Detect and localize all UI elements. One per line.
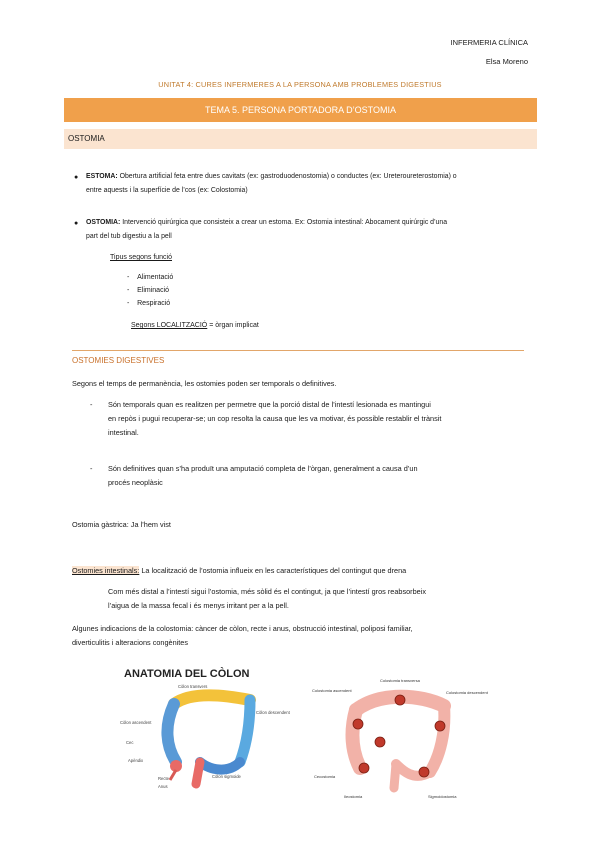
ostomy-locations-figure (310, 672, 500, 802)
bullet-dot-icon: ● (74, 174, 79, 181)
subject-label: INFERMERIA CLÍNICA (450, 38, 528, 47)
ostomia-term: OSTOMIA: (86, 219, 121, 226)
label-transvers: Còlon transvers (178, 684, 208, 689)
label-colostomia-ascendent: Colostomia ascendent (312, 688, 352, 693)
ostomia-definition (86, 216, 541, 244)
colon-anatomy-figure (100, 666, 290, 796)
label-colostomia-transversa: Colostomia transversa (380, 678, 420, 683)
localitzacio-line (131, 319, 259, 333)
label-colostomia-descendent: Colostomia descendent (446, 690, 488, 695)
indicacions-paragraph: Algunes indicacions de la colostomia: càncer de còlon, recte i anus, obstrucció intestinal, poliposi familiar, diverticulitis i alteracions congènites (72, 624, 413, 647)
tipus-list (127, 271, 173, 310)
dash-icon: - (90, 464, 93, 473)
label-anus: Anus (158, 784, 168, 789)
dash-icon: - (127, 287, 130, 294)
figure-title: ANATOMIA DEL CÒLON (124, 668, 250, 680)
label-cecostomia: Cecostomia (314, 774, 336, 779)
ostomy-locations-illustration (310, 672, 500, 802)
estoma-term: ESTOMA: (86, 173, 118, 180)
definitive-paragraph: Són definitives quan s’ha produït una amputació completa de l’òrgan, generalment a causa d’un procés neoplàsic (108, 464, 418, 487)
section-divider (72, 350, 524, 351)
tema-title: TEMA 5. PERSONA PORTADORA D’OSTOMIA (64, 98, 537, 122)
localitzacio-rest: = òrgan implicat (207, 322, 259, 329)
ostomia-text: Intervenció quirúrgica que consisteix a crear un estoma. Ex: Ostomia intestinal: Abocament quirúrgic d’una (122, 219, 448, 226)
ostomia-text-2: part del tub digestiu a la pell (86, 233, 172, 240)
unit-title: UNITAT 4: CURES INFERMERES A LA PERSONA AMB PROBLEMES DIGESTIUS (158, 80, 442, 89)
label-sigmoide: Còlon sigmoide (212, 774, 241, 779)
distal-paragraph: Com més distal a l’intestí sigui l’ostomia, més sòlid és el contingut, ja que l’intestí gros reabsorbeix l’aigua de la massa fecal i és menys irritant per a la pell. (108, 587, 426, 610)
intestinals-label: Ostomies intestinals: (72, 566, 140, 575)
dash-icon: - (127, 274, 130, 281)
estoma-text: Obertura artificial feta entre dues cavitats (ex: gastroduodenostomia) o conductes (ex: Ureteroureterostomia) o (119, 173, 457, 180)
tipus-heading: Tipus segons funció (110, 254, 172, 261)
bullet-estoma (74, 170, 78, 185)
permanence-intro: Segons el temps de permanència, les ostomies poden ser temporals o definitives. (72, 379, 337, 388)
estoma-definition (86, 170, 541, 198)
label-cec: Cec (126, 740, 134, 745)
section-ostomies-title: OSTOMIES DIGESTIVES (72, 356, 165, 365)
label-apendix: Apèndix (128, 758, 144, 763)
temporal-paragraph: Són temporals quan es realitzen per permetre que la porció distal de l’intestí lesionada es mantingui en repòs i pugui recuperar-se; un cop resolta la causa que les va motivar, és possible restablir el trànsit intestinal. (108, 400, 442, 437)
intestinals-line (72, 564, 406, 578)
list-item: - Eliminació (127, 287, 170, 294)
localitzacio-label: Segons LOCALITZACIÓ (131, 322, 208, 329)
dash-icon: - (127, 300, 130, 307)
dash-icon: - (90, 400, 93, 409)
bullet-ostomia (74, 216, 78, 231)
author-label: Elsa Moreno (485, 57, 528, 66)
label-descendent: Còlon descendent (256, 710, 290, 715)
label-ascendent: Còlon ascendent (120, 720, 152, 725)
label-sigmoidostomia: Sigmoidostomia (428, 794, 457, 799)
label-ileostomia: Ileostomia (344, 794, 363, 799)
section-ostomia-title: OSTOMIA (64, 129, 537, 149)
estoma-text-2: entre aquests i la superfície de l’cos (ex: Colostomia) (86, 187, 248, 194)
gastrica-line: Ostomia gàstrica: Ja l’hem vist (72, 520, 171, 529)
list-item: - Alimentació (127, 274, 174, 281)
list-item: - Respiració (127, 300, 171, 307)
intestinals-rest: La localització de l’ostomia influeix en les característiques del contingut que drena (139, 566, 407, 575)
bullet-dot-icon: ● (74, 220, 79, 227)
colon-illustration (100, 666, 290, 796)
label-recte: Recte (158, 776, 169, 781)
